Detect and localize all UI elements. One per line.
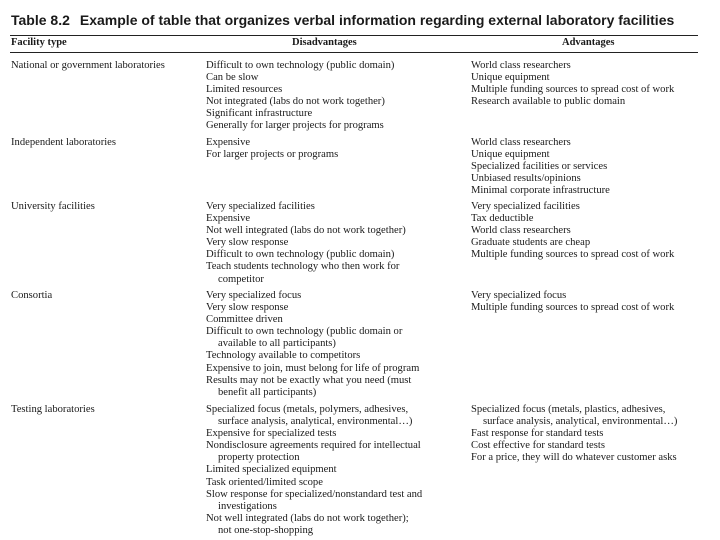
advantage-item: Cost effective for standard tests <box>471 440 605 452</box>
disadvantage-item: Slow response for specialized/nonstandard test and <box>206 488 423 500</box>
header-disadvantages: Disadvantages <box>292 37 357 48</box>
advantage-item: Research available to public domain <box>471 96 626 108</box>
header-rule <box>10 52 698 53</box>
top-rule <box>10 35 698 36</box>
advantage-item: Fast response for standard tests <box>471 428 604 440</box>
advantage-item: Unique equipment <box>471 72 550 84</box>
disadvantage-item: benefit all participants) <box>218 386 317 398</box>
disadvantage-item: Teach students technology who then work for <box>206 261 400 273</box>
facility-type-cell <box>11 137 201 149</box>
disadvantage-item: Technology available to competitors <box>206 350 361 362</box>
disadvantage-item: Can be slow <box>206 72 259 84</box>
table-number: Table 8.2 <box>11 12 70 28</box>
advantage-item: Multiple funding sources to spread cost of work <box>471 302 675 314</box>
disadvantage-item: Not well integrated (labs do not work together) <box>206 225 406 237</box>
facility-type-label: Independent laboratories <box>11 137 117 148</box>
disadvantage-item: Expensive for specialized tests <box>206 428 337 440</box>
facility-type-cell <box>11 290 201 302</box>
disadvantage-item: investigations <box>218 500 277 512</box>
table-title <box>11 12 674 28</box>
advantage-item: Unbiased results/opinions <box>471 173 581 185</box>
table-caption: Example of table that organizes verbal information regarding external laboratory facilities <box>79 12 675 28</box>
advantage-item: surface analysis, analytical, environmental…) <box>483 416 678 428</box>
advantages-cell <box>471 290 711 314</box>
disadvantage-item: available to all participants) <box>218 338 336 350</box>
disadvantage-item: Committee driven <box>206 314 283 326</box>
facility-type-cell <box>11 201 201 213</box>
header-facility-type: Facility type <box>11 37 67 48</box>
disadvantage-item: Very slow response <box>206 302 289 314</box>
disadvantage-item: Very specialized focus <box>206 290 302 301</box>
disadvantage-item: Expensive <box>206 213 251 225</box>
disadvantage-item: Generally for larger projects for programs <box>206 120 384 132</box>
advantage-item: World class researchers <box>471 60 571 71</box>
facility-type-label: National or government laboratories <box>11 60 165 71</box>
disadvantages-cell <box>206 404 468 537</box>
disadvantage-item: not one-stop-shopping <box>218 524 314 536</box>
disadvantage-item: Task oriented/limited scope <box>206 476 323 488</box>
facility-type-label: Consortia <box>11 290 53 301</box>
advantages-cell <box>471 201 711 261</box>
advantage-item: Very specialized focus <box>471 290 567 301</box>
advantage-item: Graduate students are cheap <box>471 237 591 249</box>
disadvantage-item: Nondisclosure agreements required for intellectual <box>206 440 421 452</box>
advantages-cell <box>471 404 711 464</box>
facility-type-cell <box>11 404 201 416</box>
advantage-item: Multiple funding sources to spread cost of work <box>471 84 675 96</box>
disadvantage-item: Results may not be exactly what you need (must <box>206 374 412 386</box>
disadvantage-item: Difficult to own technology (public domain) <box>206 249 395 261</box>
disadvantages-cell <box>206 201 468 286</box>
facility-type-label: Testing laboratories <box>11 404 95 415</box>
disadvantage-item: property protection <box>218 452 300 464</box>
disadvantage-item: Limited resources <box>206 84 283 96</box>
disadvantage-item: For larger projects or programs <box>206 149 339 161</box>
advantage-item: Specialized facilities or services <box>471 161 608 173</box>
disadvantage-item: Significant infrastructure <box>206 108 313 120</box>
advantages-cell <box>471 137 711 197</box>
disadvantage-item: competitor <box>218 273 264 285</box>
disadvantages-cell <box>206 137 468 161</box>
disadvantage-item: surface analysis, analytical, environmental…) <box>218 416 413 428</box>
facility-type-cell <box>11 60 201 72</box>
disadvantage-item: Limited specialized equipment <box>206 464 337 476</box>
advantage-item: For a price, they will do whatever customer asks <box>471 452 677 464</box>
advantage-item: Very specialized facilities <box>471 201 580 212</box>
disadvantage-item: Difficult to own technology (public domain or <box>206 326 403 338</box>
disadvantage-item: Difficult to own technology (public domain) <box>206 60 395 71</box>
disadvantages-cell <box>206 60 468 133</box>
disadvantage-item: Very slow response <box>206 237 289 249</box>
advantage-item: Minimal corporate infrastructure <box>471 185 610 197</box>
disadvantage-item: Not well integrated (labs do not work together); <box>206 512 409 524</box>
disadvantage-item: Specialized focus (metals, polymers, adhesives, <box>206 404 409 415</box>
header-advantages: Advantages <box>562 37 615 48</box>
advantage-item: Multiple funding sources to spread cost of work <box>471 249 675 261</box>
advantages-cell <box>471 60 711 108</box>
advantage-item: Unique equipment <box>471 149 550 161</box>
disadvantage-item: Expensive <box>206 137 251 148</box>
advantage-item: Specialized focus (metals, plastics, adhesives, <box>471 404 666 415</box>
disadvantage-item: Expensive to join, must belong for life of program <box>206 362 420 374</box>
advantage-item: World class researchers <box>471 225 571 237</box>
advantage-item: Tax deductible <box>471 213 534 225</box>
disadvantage-item: Very specialized facilities <box>206 201 315 212</box>
advantage-item: World class researchers <box>471 137 571 148</box>
facility-type-label: University facilities <box>11 201 95 212</box>
disadvantages-cell <box>206 290 468 399</box>
disadvantage-item: Not integrated (labs do not work together) <box>206 96 385 108</box>
